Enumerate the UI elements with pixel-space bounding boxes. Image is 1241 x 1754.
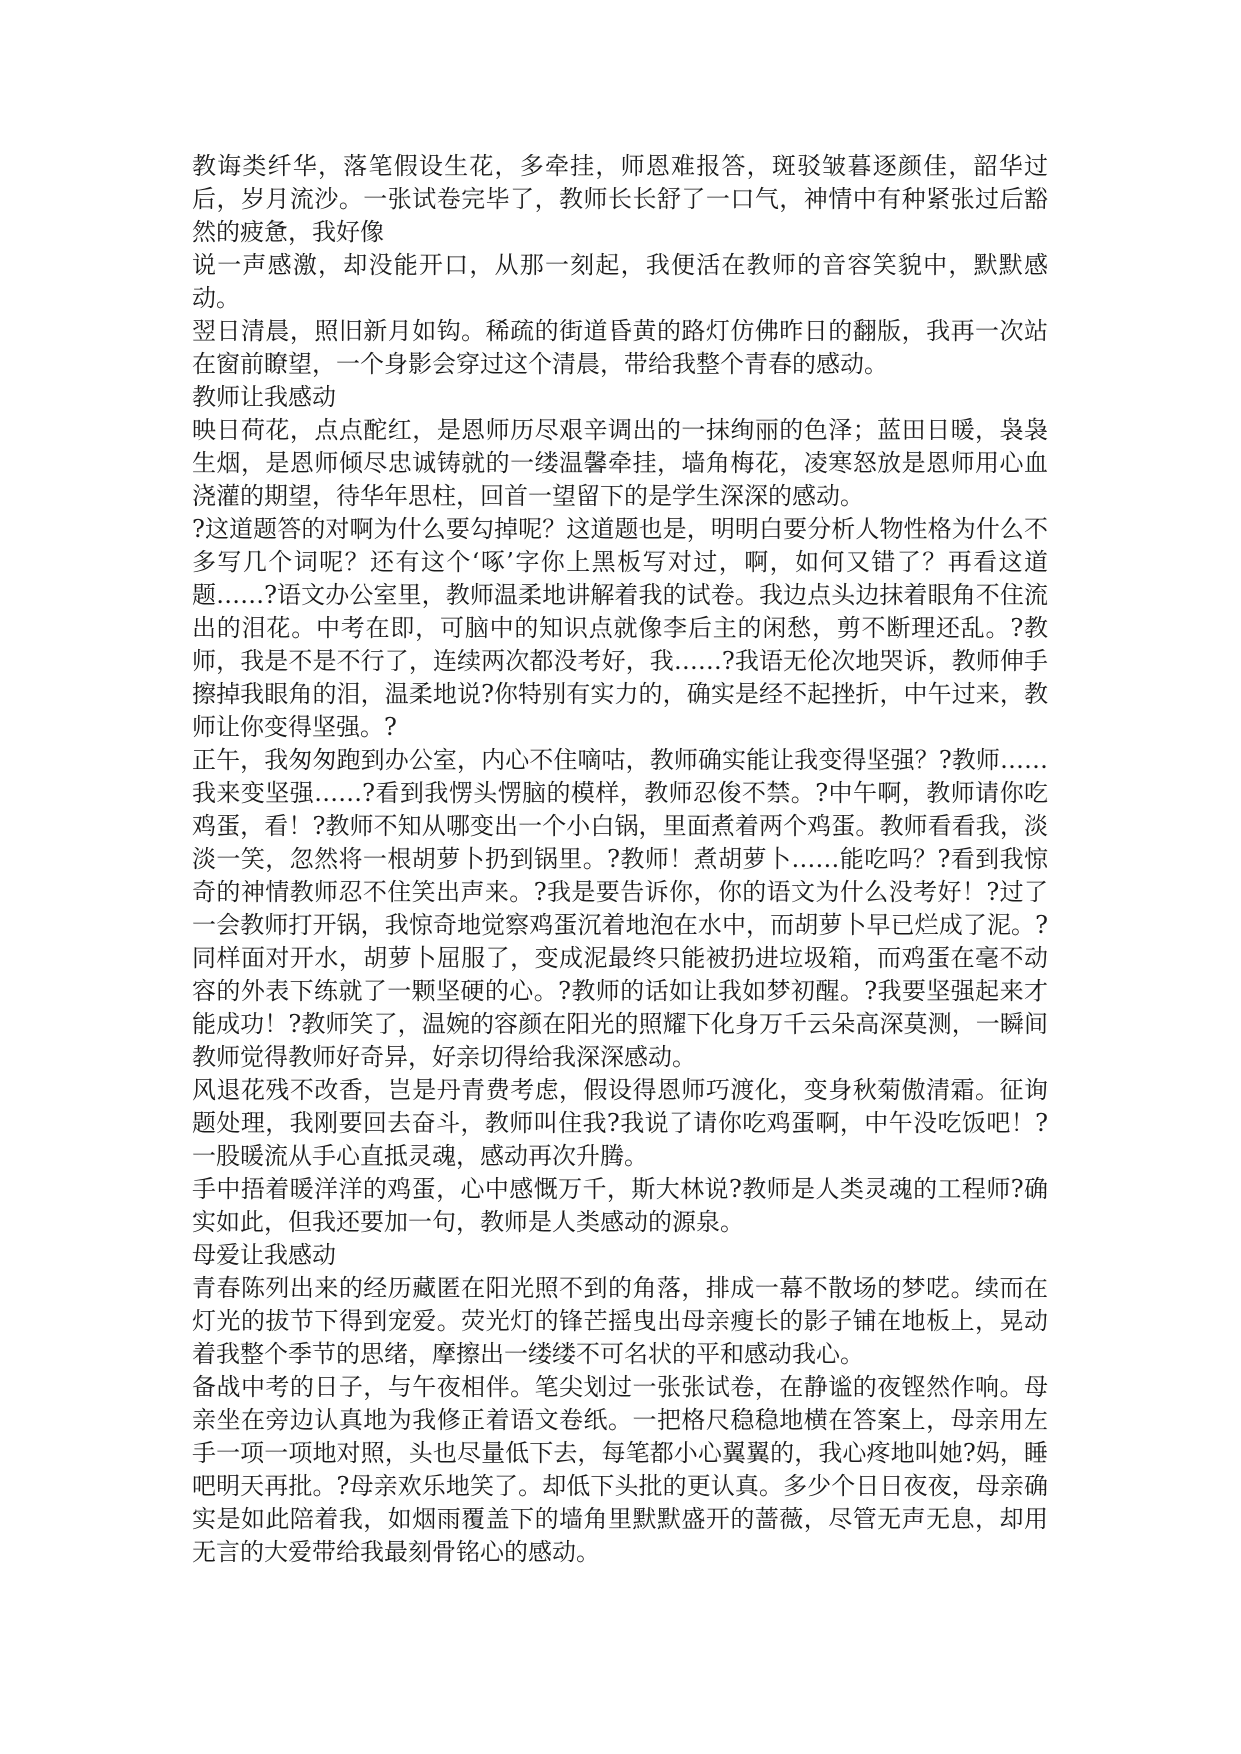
document-body (192, 150, 1048, 1569)
paragraph-1: 教诲类纤华，落笔假设生花，多牵挂，师恩难报答，斑驳皱暮逐颜佳，韶华过后，岁月流沙。一张试卷完毕了，教师长长舒了一口气，神情中有种紧张过后豁然的疲惫，我好像 (192, 152, 1048, 246)
paragraph-7: 风退花残不改香，岂是丹青费考虑，假设得恩师巧渡化，变身秋菊傲清霜。征询题处理，我刚要回去奋斗，教师叫住我?我说了请你吃鸡蛋啊，中午没吃饭吧！?一股暖流从手心直抵灵魂，感动再次升腾。 (192, 1076, 1048, 1170)
paragraph-4: 映日荷花，点点酡红，是恩师历尽艰辛调出的一抹绚丽的色泽；蓝田日暖，袅袅生烟，是恩师倾尽忠诚铸就的一缕温馨牵挂，墙角梅花，凌寒怒放是恩师用心血浇灌的期望，待华年思柱，回首一望留下的是学生深深的感动。 (192, 416, 1048, 510)
paragraph-8: 手中捂着暖洋洋的鸡蛋，心中感慨万千，斯大林说?教师是人类灵魂的工程师?确实如此，但我还要加一句，教师是人类感动的源泉。 (192, 1175, 1048, 1236)
paragraph-6: 正午，我匆匆跑到办公室，内心不住嘀咕，教师确实能让我变得坚强？?教师……我来变坚强……?看到我愣头愣脑的模样，教师忍俊不禁。?中午啊，教师请你吃鸡蛋，看！?教师不知从哪变出一个小白锅，里面煮着两个鸡蛋。教师看看我，淡淡一笑，忽然将一根胡萝卜扔到锅里。?教师！煮胡萝卜……能吃吗？?看到我惊奇的神情教师忍不住笑出声来。?我是要告诉你，你的语文为什么没考好！?过了一会教师打开锅，我惊奇地觉察鸡蛋沉着地泡在水中，而胡萝卜早已烂成了泥。?同样面对开水，胡萝卜屈服了，变成泥最终只能被扔进垃圾箱，而鸡蛋在毫不动容的外表下练就了一颗坚硬的心。?教师的话如让我如梦初醒。?我要坚强起来才能成功！?教师笑了，温婉的容颜在阳光的照耀下化身万千云朵高深莫测，一瞬间教师觉得教师好奇异，好亲切得给我深深感动。 (192, 746, 1048, 1071)
section-heading-mother: 母爱让我感动 (192, 1241, 336, 1269)
paragraph-2: 说一声感激，却没能开口，从那一刻起，我便活在教师的音容笑貌中，默默感动。 (192, 251, 1048, 312)
section-heading-teacher: 教师让我感动 (192, 383, 336, 411)
paragraph-10: 备战中考的日子，与午夜相伴。笔尖划过一张张试卷，在静谧的夜铿然作响。母亲坐在旁边认真地为我修正着语文卷纸。一把格尺稳稳地横在答案上，母亲用左手一项一项地对照，头也尽量低下去，每笔都小心翼翼的，我心疼地叫她?妈，睡吧明天再批。?母亲欢乐地笑了。却低下头批的更认真。多少个日日夜夜，母亲确实是如此陪着我，如烟雨覆盖下的墙角里默默盛开的蔷薇，尽管无声无息，却用无言的大爱带给我最刻骨铭心的感动。 (192, 1373, 1048, 1566)
paragraph-9: 青春陈列出来的经历藏匿在阳光照不到的角落，排成一幕不散场的梦呓。续而在灯光的拔节下得到宠爱。荧光灯的锋芒摇曳出母亲瘦长的影子铺在地板上，晃动着我整个季节的思绪，摩擦出一缕缕不可名状的平和感动我心。 (192, 1274, 1048, 1368)
paragraph-5: ?这道题答的对啊为什么要勾掉呢？这道题也是，明明白要分析人物性格为什么不多写几个词呢？还有这个‘啄’字你上黑板写对过，啊，如何又错了？再看这道题……?语文办公室里，教师温柔地讲解着我的试卷。我边点头边抹着眼角不住流出的泪花。中考在即，可脑中的知识点就像李后主的闲愁，剪不断理还乱。?教师，我是不是不行了，连续两次都没考好，我……?我语无伦次地哭诉，教师伸手擦掉我眼角的泪，温柔地说?你特别有实力的，确实是经不起挫折，中午过来，教师让你变得坚强。? (192, 515, 1048, 741)
paragraph-3: 翌日清晨，照旧新月如钩。稀疏的街道昏黄的路灯仿佛昨日的翻版，我再一次站在窗前瞭望，一个身影会穿过这个清晨，带给我整个青春的感动。 (192, 317, 1048, 378)
